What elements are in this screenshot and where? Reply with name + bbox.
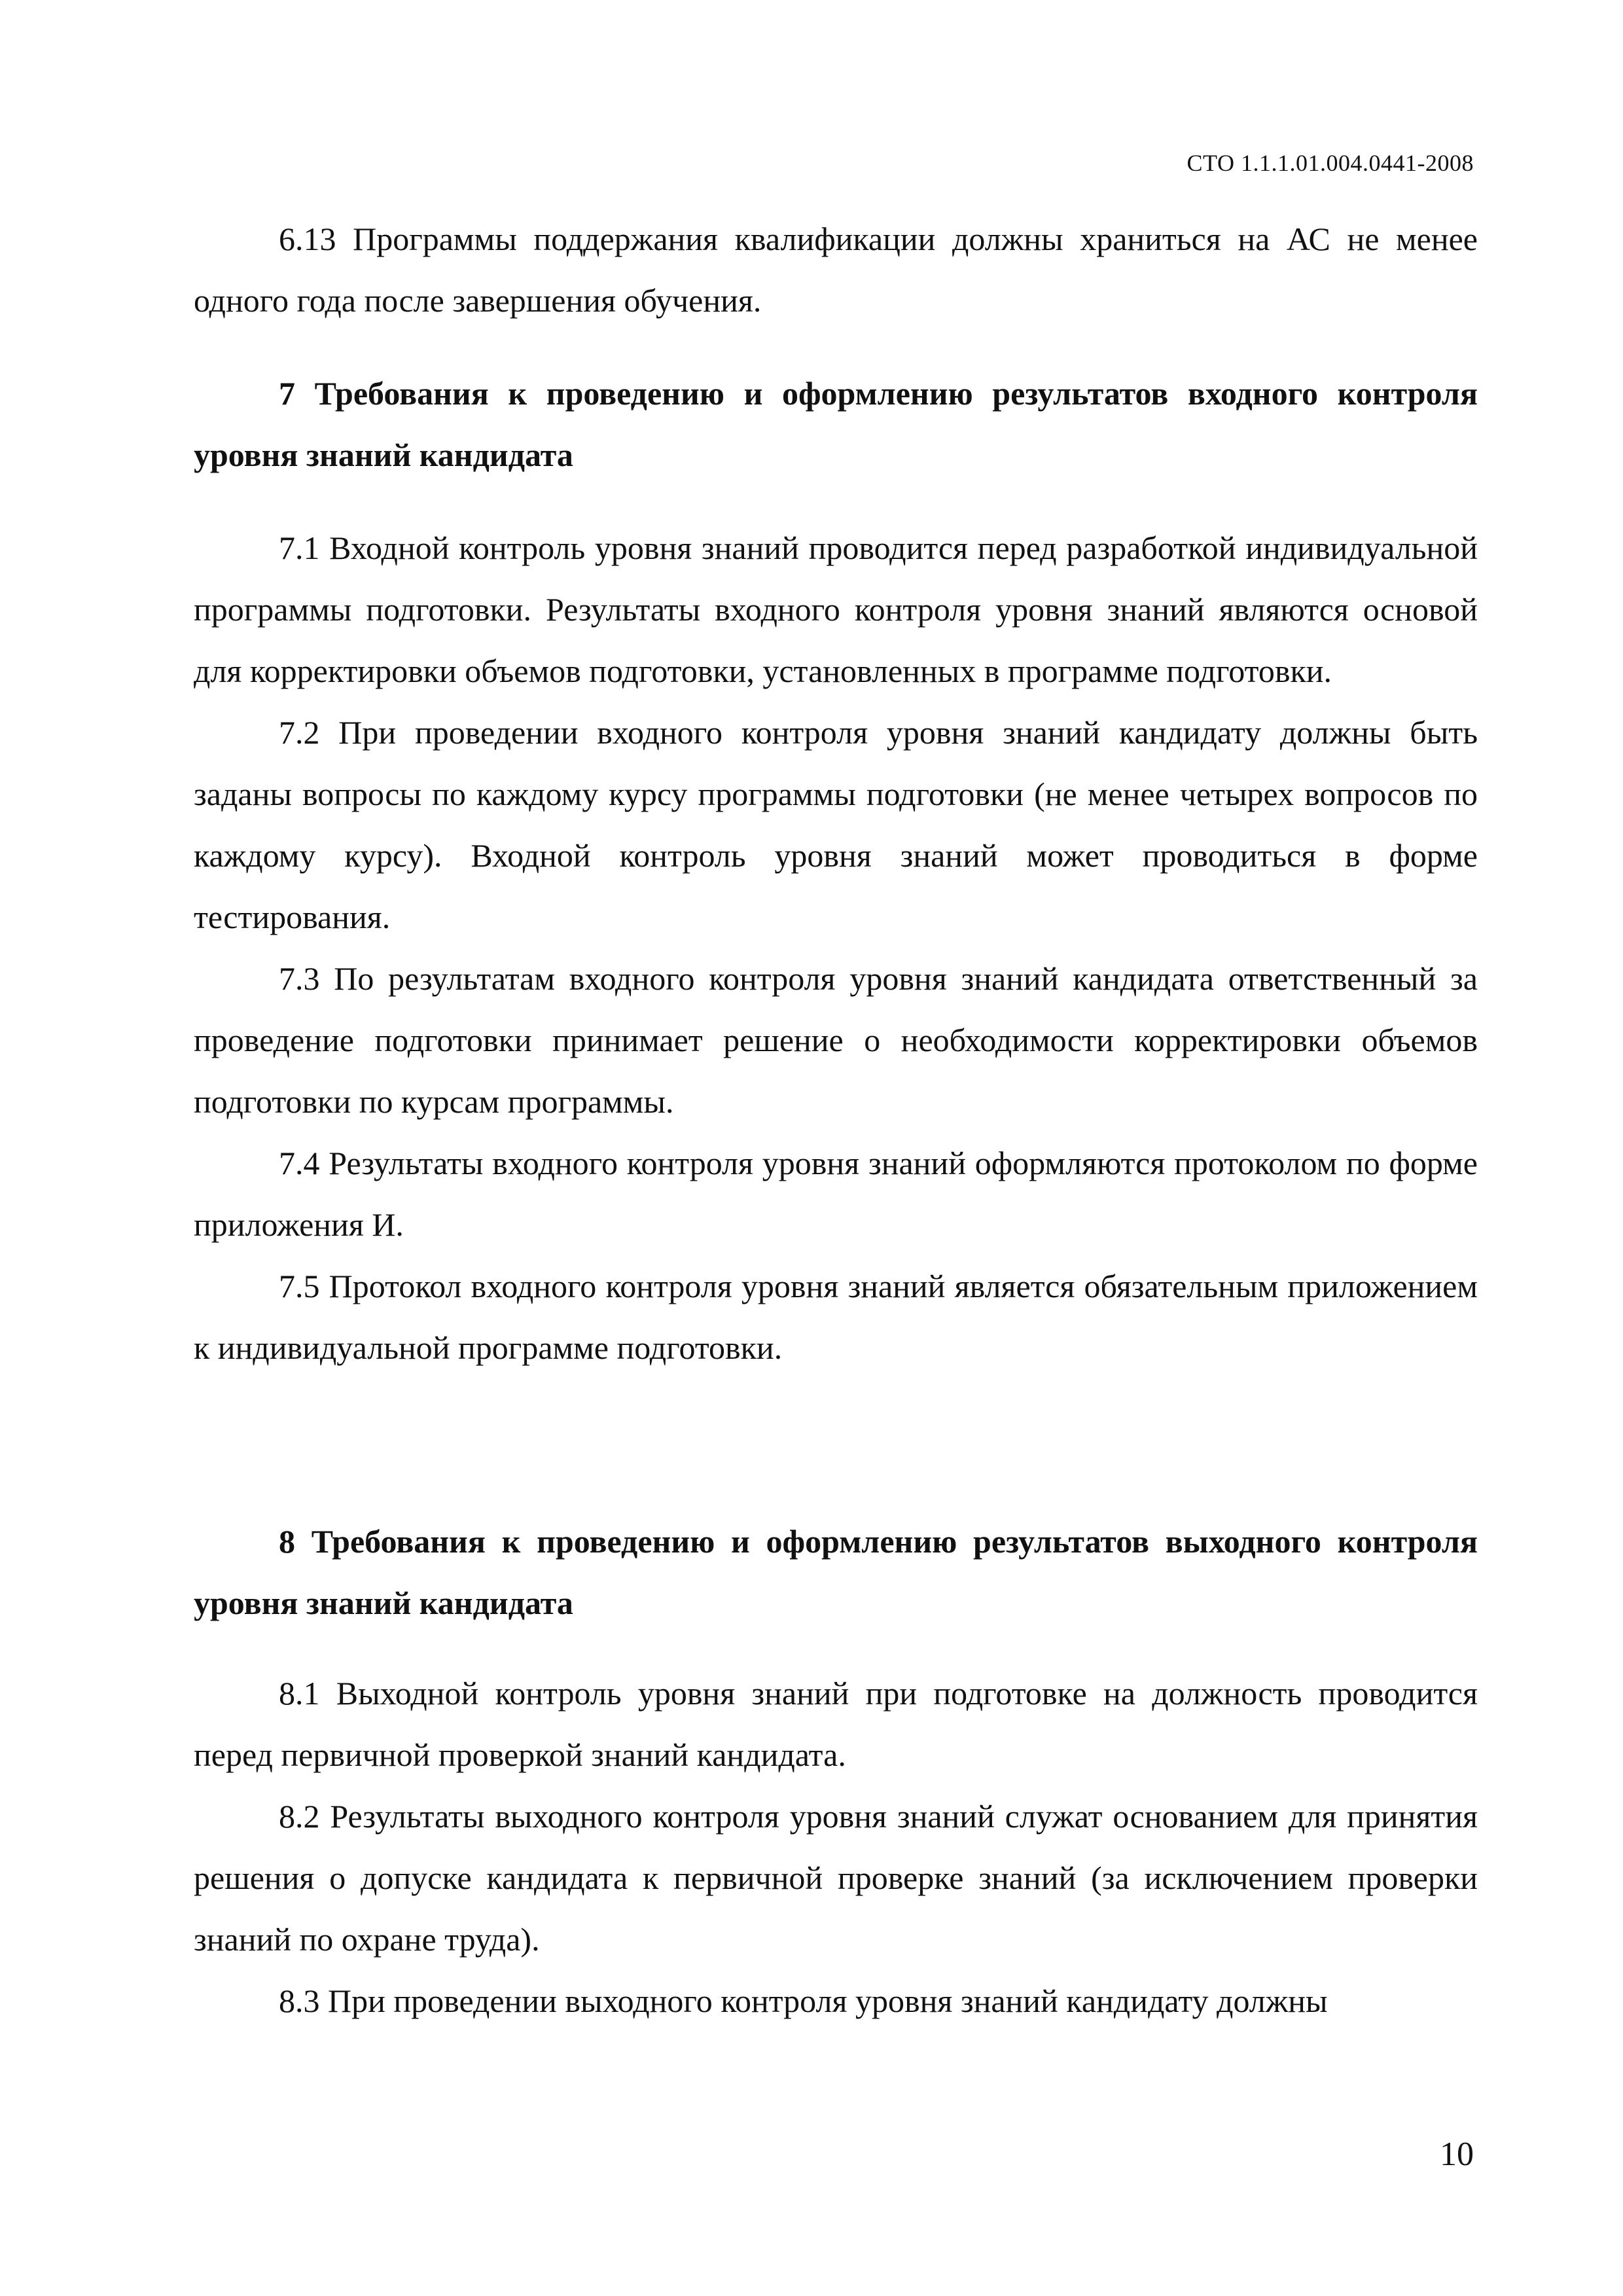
section-7-body bbox=[194, 517, 1478, 1378]
paragraph-7-1: 7.1 Входной контроль уровня знаний проводится перед разработкой индивидуальной программы подготовки. Результаты входного контроля уровня знаний являются основой для корректировки объемов подготовки, установленных в программе подготовки. bbox=[194, 529, 1478, 689]
document-code: СТО 1.1.1.01.004.0441-2008 bbox=[1186, 150, 1474, 176]
paragraph-7-4: 7.4 Результаты входного контроля уровня знаний оформляются протоколом по форме приложения И. bbox=[194, 1145, 1478, 1243]
paragraph-text: 6.13 Программы поддержания квалификации должны храниться на АС не менее одного года после завершения обучения. bbox=[194, 221, 1478, 319]
paragraph-8-1: 8.1 Выходной контроль уровня знаний при подготовке на должность проводится перед первичной проверкой знаний кандидата. bbox=[194, 1675, 1478, 1773]
paragraph-7-5: 7.5 Протокол входного контроля уровня знаний является обязательным приложением к индивидуальной программе подготовки. bbox=[194, 1268, 1478, 1366]
section-8-body bbox=[194, 1662, 1478, 2032]
paragraph-8-3: 8.3 При проведении выходного контроля уровня знаний кандидату должны bbox=[279, 1982, 1328, 2019]
paragraph-8-2: 8.2 Результаты выходного контроля уровня знаний служат основанием для принятия решения о допуске кандидата к первичной проверке знаний (за исключением проверки знаний по охране труда). bbox=[194, 1798, 1478, 1958]
paragraph-6-13 bbox=[194, 208, 1478, 331]
paragraph-7-3: 7.3 По результатам входного контроля уровня знаний кандидата ответственный за проведение подготовки принимает решение о необходимости корректировки объемов подготовки по курсам программы. bbox=[194, 960, 1478, 1120]
section-7-heading: 7 Требования к проведению и оформлению результатов входного контроля уровня знаний кандидата bbox=[194, 375, 1478, 473]
page-number: 10 bbox=[1440, 2136, 1474, 2173]
section-8-heading: 8 Требования к проведению и оформлению результатов выходного контроля уровня знаний кандидата bbox=[194, 1523, 1478, 1621]
paragraph-7-2: 7.2 При проведении входного контроля уровня знаний кандидату должны быть заданы вопросы по каждому курсу программы подготовки (не менее четырех вопросов по каждому курсу). Входной контроль уровня знаний может проводиться в форме тестирования. bbox=[194, 714, 1478, 935]
